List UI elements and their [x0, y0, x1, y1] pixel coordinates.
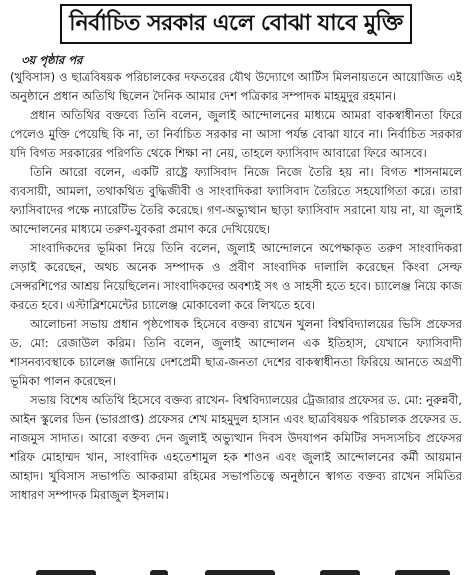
headline: নির্বাচিত সরকার এলে বোঝা যাবে মুক্তি	[69, 10, 403, 36]
paragraph: সাংবাদিকদের ভূমিকা নিয়ে তিনি বলেন, জুলাই আন্দোলনে অপেক্ষাকৃত তরুণ সাংবাদিকরা লড়াই করেছেন, অথচ অনেক সম্পাদক ও প্রবীণ সাংবাদিক দালালি করেছেন কিংবা সেল্ফ সেন্সরশিপের আশ্রয় নিয়েছিলেন। সাংবাদিকদের অবশ্যই সৎ ও সাহসী হতে হবে। চ্যালেঞ্জ নিয়ে কাজ করতে হবে। এস্টাব্লিশমেন্টের চ্যালেঞ্জ মোকাবেলা করে লিখতে হবে।	[10, 241, 462, 312]
continued-from-label: ৩য় পৃষ্ঠার পর	[21, 53, 83, 67]
paragraph: সভায় বিশেষ অতিথি হিসেবে বক্তব্য রাখেন- বিশ্ববিদ্যালয়ের ট্রেজারার প্রফেসর ড. মো: নুরুন্নবী, আইন স্কুলের ডিন (ভারপ্রাপ্ত) প্রফেসর শেখ মাহমুদুল হাসান এবং ছাত্রবিষয়ক পরিচালক প্রফেসর ড. নাজমুস সাদাত। আরো বক্তব্য দেন জুলাই অভ্যুত্থান দিবস উদযাপন কমিটির সদস্যসচিব প্রফেসর শরিফ মোহাম্মদ খান, সাংবাদিক এহতেশামুল হক শাওন এবং জুলাই আন্দোলনের কর্মী আয়মান আহাদ। খুবিসাস সভাপতি আকরামা রহিমের সভাপতিত্বে অনুষ্ঠানে স্বাগত বক্তব্য রাখেন সমিতির সাধারণ সম্পাদক মিরাজুল ইসলাম।	[10, 393, 462, 502]
paragraph: আলোচনা সভায় প্রধান পৃষ্ঠপোষক হিসেবে বক্তব্য রাখেন খুলনা বিশ্ববিদ্যালয়ের ভিসি প্রফেসর ড. মো: রেজাউল করিম। তিনি বলেন, জুলাই আন্দোলন এক ইতিহাস, যেখানে ফ্যাসিবাদী শাসনব্যবস্থাকে চ্যালেঞ্জ জানিয়ে দেশপ্রেমী ছাত্র-জনতা দেশের বাকস্বাধীনতা ফিরিয়ে আনতে অগ্রণী ভূমিকা পালন করেছেন।	[10, 317, 462, 388]
article-body	[10, 68, 462, 560]
next-article-edge	[0, 566, 472, 575]
paragraph: (খুবিসাস) ও ছাত্রবিষয়ক পরিচালকের দফতরের যৌথ উদ্যোগে আর্টিস মিলনায়তনে আয়োজিত এই অনুষ্ঠানে প্রধান অতিথি ছিলেন দৈনিক আমার দেশ পত্রিকার সম্পাদক মাহমুদুর রহমান।	[10, 70, 462, 103]
paragraph: তিনি আরো বলেন, একটি রাষ্ট্রে ফ্যাসিবাদ নিজে নিজে তৈরি হয় না। বিগত শাসনামলে ব্যবসায়ী, আমলা, তথাকথিত বুদ্ধিজীবী ও সাংবাদিকরা ফ্যাসিবাদ তৈরিতে সহযোগিতা করে। তারা ফ্যাসিবাদের পক্ষে ন্যারেটিভ তৈরি করেছে। গণ-অভ্যুত্থান ছাড়া ফ্যাসিবাদ সরানো যায় না, যা জুলাই আন্দোলনের মাধ্যমে তরুণ-যুবকরা প্রমাণ করে দেখিয়েছে।	[10, 165, 462, 236]
headline-box	[60, 4, 412, 44]
paragraph: প্রধান অতিথির বক্তব্যে তিনি বলেন, জুলাই আন্দোলনের মাধ্যমে আমরা বাকস্বাধীনতা ফিরে পেলেও মুক্তি পেয়েছি কি না, তা নির্বাচিত সরকার না আসা পর্যন্ত বোঝা যাবে না। নির্বাচিত সরকার যদি বিগত সরকারের পরিণতি থেকে শিক্ষা না নেয়, তাহলে ফ্যাসিবাদ আবারো ফিরে আসবে।	[10, 108, 462, 160]
